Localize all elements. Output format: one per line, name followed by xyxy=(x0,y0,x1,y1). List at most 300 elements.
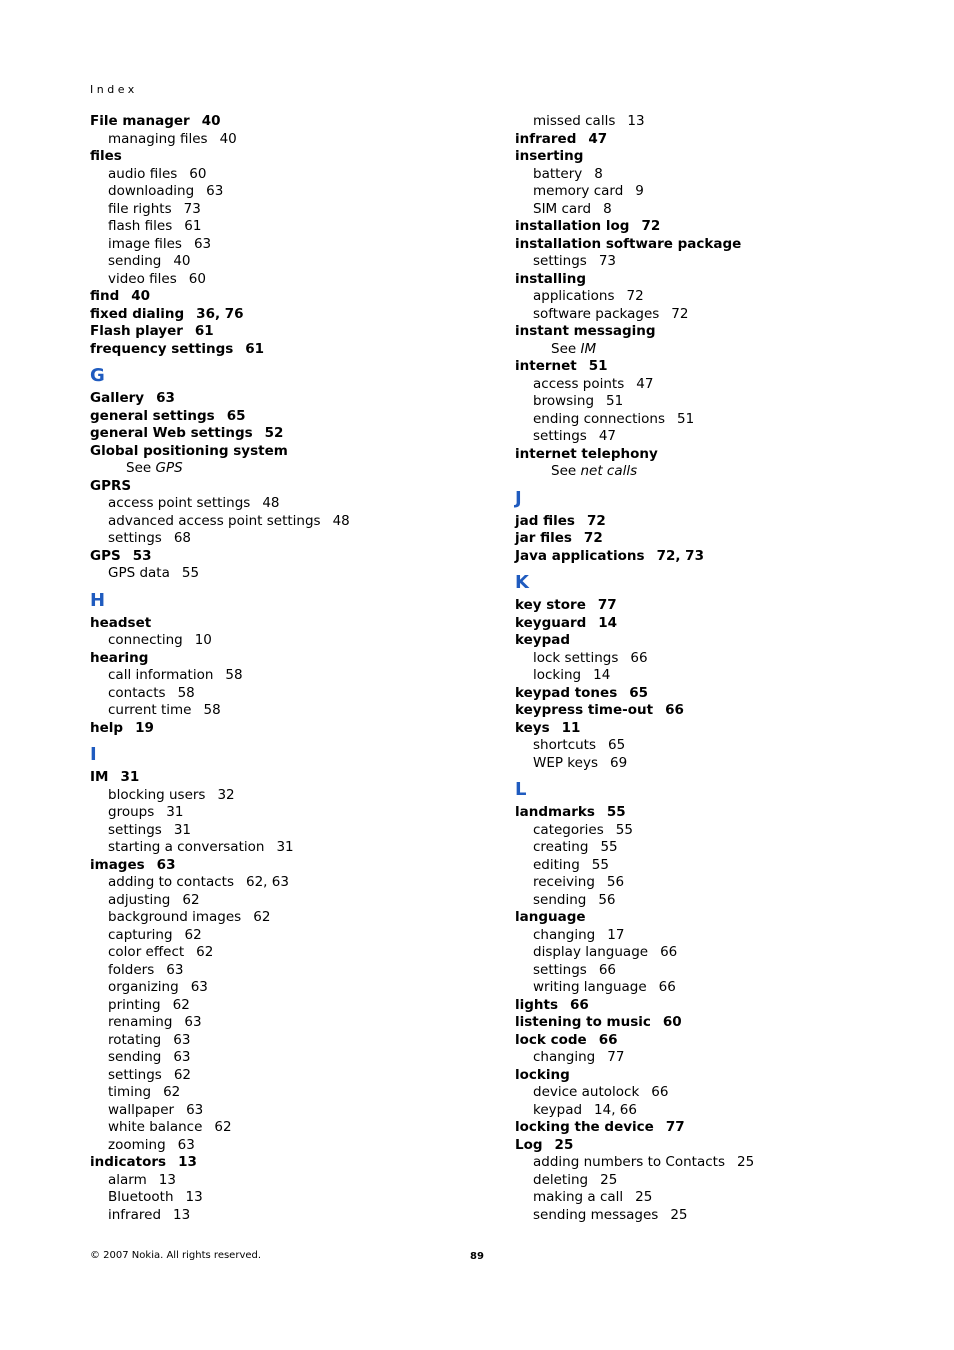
index-entry xyxy=(515,548,905,566)
page-reference: 56 xyxy=(598,891,616,908)
index-term: headset xyxy=(90,614,152,631)
page-number: 89 xyxy=(470,1251,484,1262)
index-subentry xyxy=(90,874,480,892)
index-entry xyxy=(515,446,905,464)
page-reference: 25 xyxy=(635,1189,653,1205)
index-subentry xyxy=(515,183,905,201)
page-reference: 63 xyxy=(177,1136,195,1153)
index-entry xyxy=(515,632,905,650)
index-see-reference xyxy=(90,460,480,478)
index-term: hearing xyxy=(90,649,149,666)
page-reference: 63 xyxy=(186,1101,204,1118)
running-head: Index xyxy=(90,83,138,96)
index-entry xyxy=(90,408,480,426)
index-entry xyxy=(90,478,480,496)
page-reference: 69 xyxy=(609,754,628,771)
index-term: file rights xyxy=(108,200,172,217)
index-term: lock settings xyxy=(533,649,619,666)
index-subentry xyxy=(515,201,905,219)
page-reference: 62 xyxy=(184,926,202,943)
see-target: IM xyxy=(580,340,597,357)
page-reference: 55 xyxy=(615,821,633,838)
index-subentry xyxy=(90,1084,480,1102)
index-subentry xyxy=(90,632,480,650)
index-subentry xyxy=(90,667,480,685)
index-subentry xyxy=(515,393,905,411)
index-subentry xyxy=(90,839,480,857)
page-reference: 66 xyxy=(630,649,648,666)
index-term: adding numbers to Contacts xyxy=(533,1154,725,1170)
page-reference: 63 xyxy=(184,1014,202,1030)
see-target: GPS xyxy=(155,460,183,476)
index-term: help xyxy=(90,719,124,736)
page-reference: 47 xyxy=(598,428,617,444)
page-reference: 66 xyxy=(651,1084,669,1100)
index-term: Log xyxy=(515,1136,543,1153)
page-reference: 13 xyxy=(627,113,645,129)
index-term: WEP keys xyxy=(533,754,598,771)
page-reference: 62, 63 xyxy=(245,874,289,890)
index-subentry xyxy=(90,1014,480,1032)
index-subentry xyxy=(515,737,905,755)
page-reference: 62 xyxy=(214,1119,232,1135)
index-term: ending connections xyxy=(533,410,666,427)
index-subentry xyxy=(515,376,905,394)
index-term: connecting xyxy=(108,632,183,648)
index-subentry xyxy=(90,253,480,271)
index-term: deleting xyxy=(533,1171,589,1188)
index-entry xyxy=(515,131,905,149)
index-subentry xyxy=(90,1049,480,1067)
index-subentry xyxy=(515,1084,905,1102)
page-reference: 48 xyxy=(332,512,350,529)
page-reference: 47 xyxy=(636,375,654,392)
index-term: making a call xyxy=(533,1189,624,1205)
index-term: jar files xyxy=(515,530,572,546)
page-reference: 63 xyxy=(206,183,224,199)
index-term: alarm xyxy=(108,1171,147,1188)
index-term: advanced access point settings xyxy=(108,512,321,529)
index-entry xyxy=(515,702,905,720)
index-term: white balance xyxy=(108,1119,203,1135)
page-reference: 13 xyxy=(178,1154,197,1170)
index-subentry xyxy=(515,839,905,857)
page-reference: 10 xyxy=(194,632,212,648)
index-term: indicators xyxy=(90,1154,167,1170)
page-reference: 68 xyxy=(173,530,192,546)
index-term: settings xyxy=(533,428,587,444)
index-subentry xyxy=(515,874,905,892)
index-term: folders xyxy=(108,961,155,978)
index-term: battery xyxy=(533,165,583,182)
section-letter: J xyxy=(515,487,522,509)
index-subentry xyxy=(515,1154,905,1172)
index-subentry xyxy=(90,166,480,184)
page-reference: 66 xyxy=(660,944,678,960)
page-reference: 8 xyxy=(594,165,603,182)
index-term: inserting xyxy=(515,148,584,164)
index-subentry xyxy=(515,428,905,446)
index-term: display language xyxy=(533,944,649,960)
index-entry xyxy=(90,650,480,668)
index-term: image files xyxy=(108,235,182,252)
page-reference: 63 xyxy=(156,390,175,406)
index-term: creating xyxy=(533,839,589,855)
section-letter: I xyxy=(90,744,97,765)
page-reference: 11 xyxy=(561,719,581,736)
index-term: printing xyxy=(108,996,161,1013)
index-term: Bluetooth xyxy=(108,1189,174,1205)
page-reference: 61 xyxy=(194,323,214,339)
index-term: locking xyxy=(515,1066,570,1083)
index-term: instant messaging xyxy=(515,323,656,339)
index-term: internet telephony xyxy=(515,445,658,462)
index-term: internet xyxy=(515,358,577,374)
index-term: timing xyxy=(108,1084,152,1100)
index-term: keypad xyxy=(533,1101,583,1118)
index-entry xyxy=(90,113,480,131)
section-letter: K xyxy=(515,572,529,593)
index-subentry xyxy=(90,565,480,583)
index-term: adding to contacts xyxy=(108,874,234,890)
index-term: language xyxy=(515,909,586,925)
page-reference: 73 xyxy=(183,200,201,217)
page-reference: 51 xyxy=(677,410,695,427)
index-term: Gallery xyxy=(90,390,145,406)
index-term: memory card xyxy=(533,183,624,199)
page-reference: 17 xyxy=(607,926,625,943)
index-entry xyxy=(515,597,905,615)
index-term: See xyxy=(551,463,577,479)
index-term: frequency settings xyxy=(90,340,234,357)
page-reference: 66 xyxy=(658,979,676,995)
index-subentry xyxy=(90,1137,480,1155)
index-term: files xyxy=(90,148,122,164)
page-reference: 25 xyxy=(737,1154,755,1170)
index-subentry xyxy=(90,271,480,289)
index-entry xyxy=(90,548,480,566)
index-term: background images xyxy=(108,909,242,925)
copyright-notice: © 2007 Nokia. All rights reserved. xyxy=(90,1250,262,1261)
index-subentry xyxy=(90,530,480,548)
index-term: color effect xyxy=(108,944,185,960)
index-entry xyxy=(90,341,480,359)
index-entry xyxy=(515,148,905,166)
index-term: missed calls xyxy=(533,113,616,129)
page-reference: 31 xyxy=(173,821,192,838)
index-subentry xyxy=(90,1119,480,1137)
index-subentry xyxy=(90,218,480,236)
index-term: locking xyxy=(533,667,582,683)
index-subentry xyxy=(515,1102,905,1120)
index-term: video files xyxy=(108,270,177,287)
index-entry xyxy=(515,1032,905,1050)
index-subentry xyxy=(90,892,480,910)
index-subentry xyxy=(515,1189,905,1207)
index-subentry xyxy=(90,997,480,1015)
page-reference: 32 xyxy=(217,786,235,803)
page-reference: 40 xyxy=(201,113,221,129)
index-term: organizing xyxy=(108,979,179,995)
index-term: sending messages xyxy=(533,1206,659,1223)
index-subentry xyxy=(515,892,905,910)
index-subentry xyxy=(515,755,905,773)
page-reference: 51 xyxy=(606,393,624,409)
index-subentry xyxy=(90,1172,480,1190)
index-entry xyxy=(515,1119,905,1137)
page-reference: 66 xyxy=(598,1031,618,1048)
page-reference: 62 xyxy=(173,1066,192,1083)
page-reference: 25 xyxy=(600,1171,618,1188)
index-entry xyxy=(515,513,905,531)
index-term: settings xyxy=(108,821,162,838)
page-reference: 52 xyxy=(264,425,284,441)
section-letter: L xyxy=(515,779,527,800)
index-term: general Web settings xyxy=(90,425,253,441)
index-entry xyxy=(90,1154,480,1172)
index-subentry xyxy=(90,495,480,513)
index-term: receiving xyxy=(533,874,595,890)
page-reference: 60 xyxy=(189,165,207,182)
page-reference: 51 xyxy=(588,358,608,374)
index-subentry xyxy=(90,236,480,254)
index-subentry xyxy=(515,253,905,271)
page-reference: 63 xyxy=(173,1049,191,1065)
page-reference: 48 xyxy=(262,495,280,511)
section-letter: H xyxy=(90,589,106,611)
index-subentry xyxy=(90,1032,480,1050)
page-reference: 66 xyxy=(598,961,617,978)
page-reference: 62 xyxy=(163,1084,181,1100)
index-term: lights xyxy=(515,996,559,1013)
index-term: starting a conversation xyxy=(108,839,265,855)
index-subentry xyxy=(515,927,905,945)
index-subentry xyxy=(515,962,905,980)
index-subentry xyxy=(515,288,905,306)
index-term: settings xyxy=(108,530,162,546)
page-reference: 8 xyxy=(603,200,612,217)
index-entry xyxy=(515,685,905,703)
index-term: fixed dialing xyxy=(90,305,185,322)
index-term: jad files xyxy=(515,512,575,529)
index-entry xyxy=(90,288,480,306)
index-subentry xyxy=(90,131,480,149)
index-term: settings xyxy=(533,961,587,978)
index-subentry xyxy=(90,962,480,980)
index-term: rotating xyxy=(108,1031,162,1048)
index-term: sending xyxy=(108,253,162,269)
index-subentry xyxy=(515,1172,905,1190)
page-reference: 63 xyxy=(166,961,184,978)
index-subentry xyxy=(90,787,480,805)
page-reference: 53 xyxy=(132,547,152,564)
index-term: IM xyxy=(90,769,109,785)
index-entry xyxy=(515,804,905,822)
index-subentry xyxy=(515,1207,905,1225)
index-term: GPS data xyxy=(108,565,170,581)
index-subentry xyxy=(90,804,480,822)
page-reference: 13 xyxy=(173,1206,191,1223)
index-subentry xyxy=(515,113,905,131)
index-term: infrared xyxy=(515,130,577,147)
index-term: SIM card xyxy=(533,200,592,217)
index-entry xyxy=(515,615,905,633)
index-entry xyxy=(515,530,905,548)
page-reference: 77 xyxy=(665,1119,685,1135)
index-term: flash files xyxy=(108,218,173,234)
index-term: audio files xyxy=(108,165,178,182)
index-term: zooming xyxy=(108,1136,166,1153)
index-term: call information xyxy=(108,667,214,683)
index-entry xyxy=(90,148,480,166)
index-term: access points xyxy=(533,375,625,392)
index-term: Java applications xyxy=(515,547,645,564)
index-entry xyxy=(515,1067,905,1085)
index-term: installing xyxy=(515,270,586,287)
index-entry xyxy=(90,720,480,738)
index-term: installation log xyxy=(515,218,630,234)
index-subentry xyxy=(90,944,480,962)
page-reference: 58 xyxy=(177,684,195,701)
index-subentry xyxy=(515,822,905,840)
index-entry xyxy=(90,390,480,408)
index-term: applications xyxy=(533,288,615,304)
index-term: device autolock xyxy=(533,1084,640,1100)
index-term: sending xyxy=(108,1049,162,1065)
index-subentry xyxy=(90,183,480,201)
index-subentry xyxy=(90,927,480,945)
index-term: listening to music xyxy=(515,1014,651,1030)
page-reference: 66 xyxy=(665,702,684,718)
index-term: keys xyxy=(515,719,550,736)
page-reference: 72, 73 xyxy=(656,547,704,564)
index-term: GPRS xyxy=(90,477,132,494)
index-subentry xyxy=(515,667,905,685)
page-reference: 58 xyxy=(225,667,243,683)
section-letter: G xyxy=(90,365,105,386)
index-column-left xyxy=(90,113,480,1224)
page-reference: 19 xyxy=(135,719,154,736)
page-reference: 14 xyxy=(593,667,611,683)
index-entry xyxy=(515,358,905,376)
see-target: net calls xyxy=(580,463,638,479)
index-entry xyxy=(515,1014,905,1032)
index-term: sending xyxy=(533,891,587,908)
index-entry xyxy=(90,769,480,787)
index-term: Flash player xyxy=(90,323,183,339)
page-reference: 13 xyxy=(185,1189,203,1205)
page-reference: 72 xyxy=(626,288,644,304)
index-term: managing files xyxy=(108,130,208,147)
index-term: Global positioning system xyxy=(90,442,288,459)
page-reference: 55 xyxy=(606,804,626,820)
page-reference: 9 xyxy=(635,183,644,199)
index-term: downloading xyxy=(108,183,195,199)
page-reference: 72 xyxy=(586,512,606,529)
index-entry xyxy=(515,271,905,289)
page-reference: 61 xyxy=(184,218,202,234)
index-subentry xyxy=(515,166,905,184)
index-entry xyxy=(515,1137,905,1155)
index-term: general settings xyxy=(90,407,215,424)
index-term: images xyxy=(90,856,145,873)
index-subentry xyxy=(515,857,905,875)
index-term: find xyxy=(90,288,120,304)
index-column-right xyxy=(515,113,905,1224)
page-reference: 66 xyxy=(570,996,589,1013)
page-reference: 62 xyxy=(172,996,190,1013)
index-entry xyxy=(90,306,480,324)
page-reference: 65 xyxy=(629,684,649,701)
index-subentry xyxy=(90,1207,480,1225)
index-entry xyxy=(90,443,480,461)
index-term: See xyxy=(551,340,577,357)
page-reference: 63 xyxy=(156,856,176,873)
page-reference: 40 xyxy=(219,130,237,147)
index-subentry xyxy=(90,979,480,997)
index-subentry xyxy=(515,306,905,324)
index-subentry xyxy=(90,513,480,531)
page-reference: 73 xyxy=(598,253,617,269)
page-reference: 60 xyxy=(188,270,206,287)
index-term: keypad xyxy=(515,632,571,648)
index-term: wallpaper xyxy=(108,1101,175,1118)
index-term: capturing xyxy=(108,926,173,943)
page-reference: 25 xyxy=(554,1136,574,1153)
page-reference: 72 xyxy=(583,530,603,546)
page-reference: 14, 66 xyxy=(594,1101,637,1118)
index-subentry xyxy=(90,1189,480,1207)
page-reference: 77 xyxy=(607,1049,625,1065)
index-term: access point settings xyxy=(108,495,251,511)
page-reference: 65 xyxy=(226,407,246,424)
index-term: GPS xyxy=(90,547,121,564)
page-reference: 55 xyxy=(181,565,200,581)
page-reference: 63 xyxy=(190,979,208,995)
index-subentry xyxy=(515,979,905,997)
index-term: settings xyxy=(108,1066,162,1083)
index-subentry xyxy=(90,1102,480,1120)
index-subentry xyxy=(515,650,905,668)
index-subentry xyxy=(90,909,480,927)
page-reference: 40 xyxy=(131,288,151,304)
index-term: editing xyxy=(533,856,580,873)
page-reference: 40 xyxy=(173,253,191,269)
page-reference: 55 xyxy=(600,839,618,855)
index-term: adjusting xyxy=(108,891,171,908)
index-term: current time xyxy=(108,702,192,718)
index-subentry xyxy=(90,201,480,219)
page-reference: 65 xyxy=(608,737,626,753)
index-term: locking the device xyxy=(515,1119,654,1135)
index-entry xyxy=(515,323,905,341)
index-term: installation software package xyxy=(515,235,742,252)
index-term: keyguard xyxy=(515,614,587,631)
index-term: changing xyxy=(533,1049,596,1065)
index-term: groups xyxy=(108,804,155,820)
index-term: browsing xyxy=(533,393,595,409)
index-term: key store xyxy=(515,597,586,613)
page-reference: 31 xyxy=(276,839,294,855)
index-term: software packages xyxy=(533,305,660,322)
index-entry xyxy=(90,425,480,443)
index-term: infrared xyxy=(108,1206,162,1223)
index-entry xyxy=(515,997,905,1015)
page-reference: 31 xyxy=(166,804,184,820)
index-term: writing language xyxy=(533,979,647,995)
index-term: blocking users xyxy=(108,786,206,803)
index-term: keypad tones xyxy=(515,684,618,701)
